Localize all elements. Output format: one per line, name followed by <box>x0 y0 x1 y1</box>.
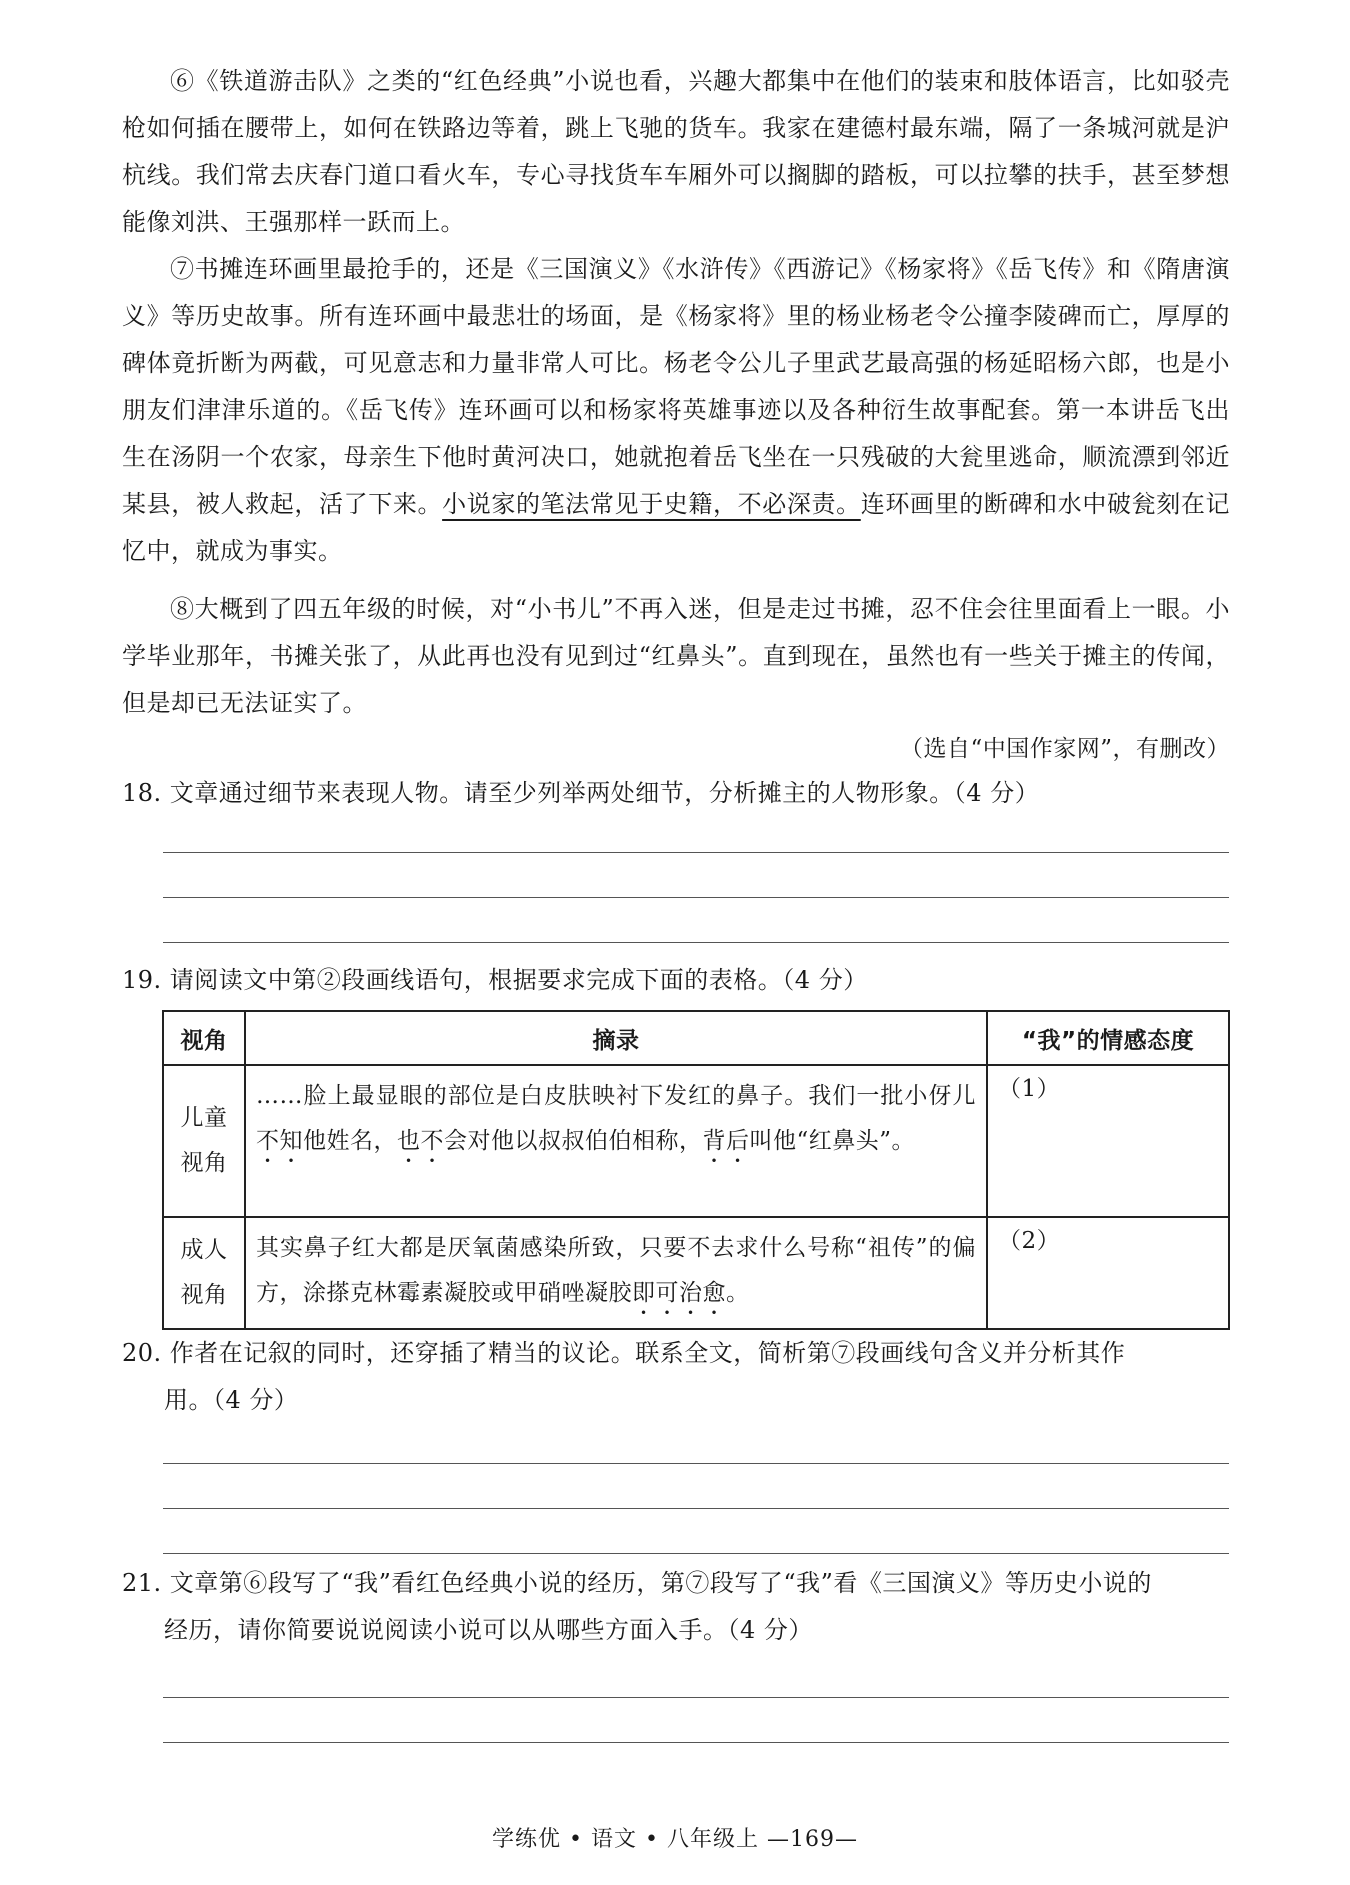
excerpt-adult: 其实鼻子红大都是厌氧菌感染所致，只要不去求什么号称“祖传”的偏方，涂搽克林霉素凝胶或甲硝唑凝胶即可治愈。 <box>245 1217 987 1329</box>
table-header-excerpt: 摘录 <box>245 1011 987 1065</box>
paragraph-8: ⑧大概到了四五年级的时候，对“小书儿”不再入迷，但是走过书摊，忍不住会往里面看上一眼。小学毕业那年，书摊关张了，从此再也没有见到过“红鼻头”。直到现在，虽然也有一些关于摊主的传闻，但是却已无法证实了。 <box>122 595 1230 717</box>
answer-line[interactable] <box>163 897 1229 898</box>
paragraph-7-end: 连环画里的断碑和水中破瓮刻在记忆中，就成为事实。 <box>122 490 1230 565</box>
answer-cell-1[interactable]: （1） <box>987 1065 1229 1217</box>
row-label-adult: 成人 视角 <box>163 1217 245 1329</box>
answer-line[interactable] <box>163 1742 1229 1743</box>
question-20: 20. 作者在记叙的同时，还穿插了精当的议论。联系全文，简析第⑦段画线句含义并分析其作 用。（4 分） <box>122 1339 1126 1414</box>
question-19: 19. 请阅读文中第②段画线语句，根据要求完成下面的表格。（4 分） <box>122 966 868 994</box>
paragraph-6: ⑥《铁道游击队》之类的“红色经典”小说也看，兴趣大都集中在他们的装束和肢体语言，比如驳壳枪如何插在腰带上，如何在铁路边等着，跳上飞驰的货车。我家在建德村最东端，隔了一条城河就是沪杭线。我们常去庆春门道口看火车，专心寻找货车车厢外可以搁脚的踏板，可以拉攀的扶手，甚至梦想能像刘洪、王强那样一跃而上。 <box>122 67 1230 236</box>
answer-line[interactable] <box>163 1697 1229 1698</box>
answer-line[interactable] <box>163 942 1229 943</box>
excerpt-child: ……脸上最显眼的部位是白皮肤映衬下发红的鼻子。我们一批小伢儿不知他姓名，也不会对他以叔叔伯伯相称，背后叫他“红鼻头”。 <box>245 1065 987 1217</box>
page-footer: 学练优 • 语文 • 八年级上 —169— <box>492 1827 858 1852</box>
table-row <box>163 1065 1229 1217</box>
source-note: （选自“中国作家网”，有删改） <box>899 736 1230 762</box>
question-18: 18. 文章通过细节来表现人物。请至少列举两处细节，分析摊主的人物形象。（4 分） <box>122 779 1040 807</box>
paragraph-7-text: ⑦书摊连环画里最抢手的，还是《三国演义》《水浒传》《西游记》《杨家将》《岳飞传》和《隋唐演义》等历史故事。所有连环画中最悲壮的场面，是《杨家将》里的杨业杨老令公撞李陵碑而亡，厚厚的碑体竟折断为两截，可见意志和力量非常人可比。杨老令公儿子里武艺最高强的杨延昭杨六郎，也是小朋友们津津乐道的。《岳飞传》连环画可以和杨家将英雄事迹以及各种衍生故事配套。第一本讲岳飞出生在汤阴一个农家，母亲生下他时黄河决口，她就抱着岳飞坐在一只残破的大瓮里逃命，顺流漂到邻近某县，被人救起，活了下来。 <box>122 255 1230 518</box>
table-header-perspective: 视角 <box>163 1011 245 1065</box>
question-21: 21. 文章第⑥段写了“我”看红色经典小说的经历，第⑦段写了“我”看《三国演义》等历史小说的 经历，请你简要说说阅读小说可以从哪些方面入手。（4 分） <box>122 1569 1152 1644</box>
answer-line[interactable] <box>163 852 1229 853</box>
paragraph-7 <box>122 246 1230 575</box>
perspective-table <box>162 1010 1230 1330</box>
answer-cell-2[interactable]: （2） <box>987 1217 1229 1329</box>
answer-line[interactable] <box>163 1463 1229 1464</box>
table-header-attitude: “我”的情感态度 <box>987 1011 1229 1065</box>
paragraph-7-underlined-sentence: 小说家的笔法常见于史籍，不必深责。 <box>442 490 861 518</box>
table-row <box>163 1217 1229 1329</box>
row-label-child: 儿童 视角 <box>163 1065 245 1217</box>
answer-line[interactable] <box>163 1508 1229 1509</box>
table-header-row <box>163 1011 1229 1065</box>
answer-line[interactable] <box>163 1553 1229 1554</box>
